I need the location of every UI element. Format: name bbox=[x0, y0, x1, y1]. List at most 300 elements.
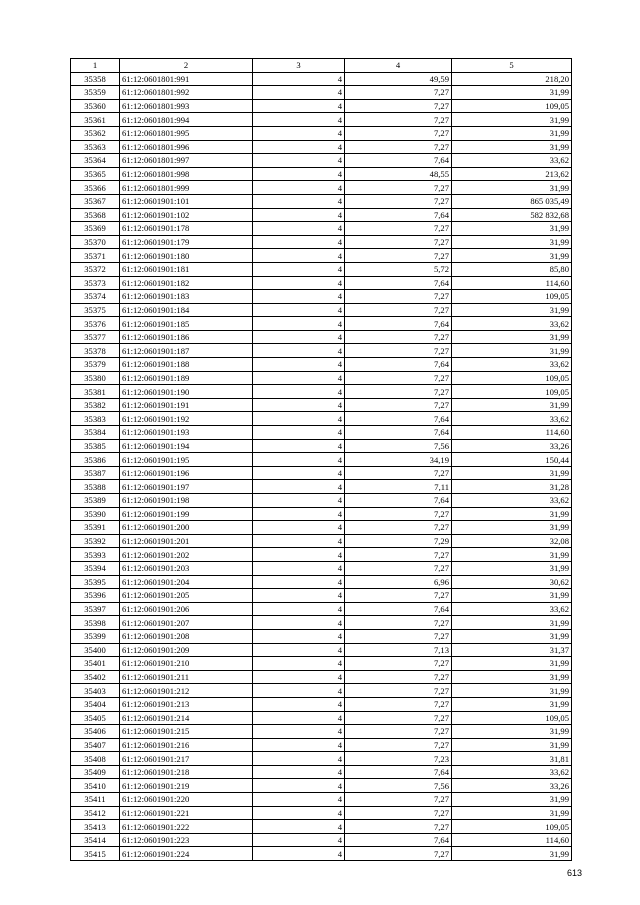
amount-value: 114,60 bbox=[452, 276, 572, 290]
cadastral-number: 61:12:0601801:994 bbox=[120, 113, 253, 127]
area-value: 7,27 bbox=[345, 235, 452, 249]
area-value: 7,27 bbox=[345, 290, 452, 304]
row-number: 35372 bbox=[71, 262, 120, 276]
category-code: 4 bbox=[253, 725, 345, 739]
row-number: 35405 bbox=[71, 711, 120, 725]
row-number: 35400 bbox=[71, 643, 120, 657]
category-code: 4 bbox=[253, 126, 345, 140]
category-code: 4 bbox=[253, 466, 345, 480]
amount-value: 31,99 bbox=[452, 670, 572, 684]
cadastral-number: 61:12:0601901:214 bbox=[120, 711, 253, 725]
cadastral-number: 61:12:0601901:102 bbox=[120, 208, 253, 222]
category-code: 4 bbox=[253, 711, 345, 725]
category-code: 4 bbox=[253, 521, 345, 535]
row-number: 35415 bbox=[71, 847, 120, 861]
cadastral-number: 61:12:0601801:997 bbox=[120, 154, 253, 168]
row-number: 35362 bbox=[71, 126, 120, 140]
table-row bbox=[71, 765, 572, 779]
cadastral-number: 61:12:0601901:208 bbox=[120, 629, 253, 643]
area-value: 7,27 bbox=[345, 629, 452, 643]
table-row bbox=[71, 806, 572, 820]
table-row bbox=[71, 521, 572, 535]
category-code: 4 bbox=[253, 534, 345, 548]
column-header: 2 bbox=[120, 59, 253, 73]
table-row bbox=[71, 385, 572, 399]
category-code: 4 bbox=[253, 507, 345, 521]
area-value: 7,27 bbox=[345, 86, 452, 100]
amount-value: 85,80 bbox=[452, 262, 572, 276]
area-value: 7,64 bbox=[345, 494, 452, 508]
row-number: 35401 bbox=[71, 657, 120, 671]
table-row bbox=[71, 670, 572, 684]
table-row bbox=[71, 779, 572, 793]
cadastral-number: 61:12:0601901:178 bbox=[120, 222, 253, 236]
category-code: 4 bbox=[253, 276, 345, 290]
table-row bbox=[71, 589, 572, 603]
amount-value: 31,99 bbox=[452, 86, 572, 100]
table-row bbox=[71, 344, 572, 358]
table-row bbox=[71, 697, 572, 711]
table-header-row bbox=[71, 59, 572, 73]
area-value: 7,64 bbox=[345, 765, 452, 779]
table-row bbox=[71, 99, 572, 113]
table-row bbox=[71, 561, 572, 575]
table-row bbox=[71, 738, 572, 752]
cadastral-number: 61:12:0601901:186 bbox=[120, 330, 253, 344]
category-code: 4 bbox=[253, 222, 345, 236]
area-value: 7,27 bbox=[345, 589, 452, 603]
category-code: 4 bbox=[253, 167, 345, 181]
table-row bbox=[71, 412, 572, 426]
row-number: 35413 bbox=[71, 820, 120, 834]
cadastral-number: 61:12:0601901:218 bbox=[120, 765, 253, 779]
category-code: 4 bbox=[253, 371, 345, 385]
amount-value: 31,99 bbox=[452, 793, 572, 807]
area-value: 7,27 bbox=[345, 140, 452, 154]
cadastral-number: 61:12:0601801:998 bbox=[120, 167, 253, 181]
table-row bbox=[71, 684, 572, 698]
row-number: 35368 bbox=[71, 208, 120, 222]
cadastral-number: 61:12:0601901:191 bbox=[120, 398, 253, 412]
area-value: 7,27 bbox=[345, 684, 452, 698]
amount-value: 31,99 bbox=[452, 697, 572, 711]
column-header: 4 bbox=[345, 59, 452, 73]
category-code: 4 bbox=[253, 589, 345, 603]
category-code: 4 bbox=[253, 548, 345, 562]
cadastral-number: 61:12:0601901:205 bbox=[120, 589, 253, 603]
row-number: 35389 bbox=[71, 494, 120, 508]
row-number: 35385 bbox=[71, 439, 120, 453]
row-number: 35379 bbox=[71, 358, 120, 372]
amount-value: 31,81 bbox=[452, 752, 572, 766]
row-number: 35376 bbox=[71, 317, 120, 331]
category-code: 4 bbox=[253, 398, 345, 412]
amount-value: 31,99 bbox=[452, 684, 572, 698]
category-code: 4 bbox=[253, 602, 345, 616]
area-value: 7,29 bbox=[345, 534, 452, 548]
row-number: 35403 bbox=[71, 684, 120, 698]
category-code: 4 bbox=[253, 779, 345, 793]
area-value: 7,64 bbox=[345, 154, 452, 168]
table-row bbox=[71, 194, 572, 208]
category-code: 4 bbox=[253, 194, 345, 208]
cadastral-number: 61:12:0601901:183 bbox=[120, 290, 253, 304]
table-row bbox=[71, 847, 572, 861]
amount-value: 31,28 bbox=[452, 480, 572, 494]
cadastral-number: 61:12:0601901:224 bbox=[120, 847, 253, 861]
amount-value: 31,99 bbox=[452, 589, 572, 603]
amount-value: 31,99 bbox=[452, 806, 572, 820]
amount-value: 31,99 bbox=[452, 235, 572, 249]
amount-value: 31,99 bbox=[452, 725, 572, 739]
table-row bbox=[71, 398, 572, 412]
category-code: 4 bbox=[253, 670, 345, 684]
row-number: 35410 bbox=[71, 779, 120, 793]
row-number: 35393 bbox=[71, 548, 120, 562]
row-number: 35367 bbox=[71, 194, 120, 208]
area-value: 7,27 bbox=[345, 398, 452, 412]
cadastral-number: 61:12:0601901:198 bbox=[120, 494, 253, 508]
table-row bbox=[71, 330, 572, 344]
area-value: 7,27 bbox=[345, 222, 452, 236]
cadastral-number: 61:12:0601901:187 bbox=[120, 344, 253, 358]
row-number: 35360 bbox=[71, 99, 120, 113]
table-row bbox=[71, 154, 572, 168]
row-number: 35404 bbox=[71, 697, 120, 711]
cadastral-number: 61:12:0601801:995 bbox=[120, 126, 253, 140]
area-value: 7,27 bbox=[345, 466, 452, 480]
row-number: 35381 bbox=[71, 385, 120, 399]
category-code: 4 bbox=[253, 847, 345, 861]
amount-value: 865 035,49 bbox=[452, 194, 572, 208]
cadastral-number: 61:12:0601901:200 bbox=[120, 521, 253, 535]
table-row bbox=[71, 249, 572, 263]
table-row bbox=[71, 575, 572, 589]
amount-value: 31,99 bbox=[452, 249, 572, 263]
amount-value: 31,99 bbox=[452, 616, 572, 630]
amount-value: 31,99 bbox=[452, 303, 572, 317]
row-number: 35398 bbox=[71, 616, 120, 630]
table-row bbox=[71, 480, 572, 494]
row-number: 35384 bbox=[71, 426, 120, 440]
row-number: 35397 bbox=[71, 602, 120, 616]
area-value: 7,27 bbox=[345, 99, 452, 113]
row-number: 35407 bbox=[71, 738, 120, 752]
area-value: 7,27 bbox=[345, 561, 452, 575]
table-row bbox=[71, 711, 572, 725]
table-row bbox=[71, 793, 572, 807]
area-value: 5,72 bbox=[345, 262, 452, 276]
amount-value: 31,37 bbox=[452, 643, 572, 657]
cadastral-number: 61:12:0601901:180 bbox=[120, 249, 253, 263]
cadastral-number: 61:12:0601901:196 bbox=[120, 466, 253, 480]
table-row bbox=[71, 208, 572, 222]
amount-value: 31,99 bbox=[452, 330, 572, 344]
category-code: 4 bbox=[253, 140, 345, 154]
area-value: 7,64 bbox=[345, 426, 452, 440]
amount-value: 31,99 bbox=[452, 561, 572, 575]
amount-value: 31,99 bbox=[452, 847, 572, 861]
row-number: 35364 bbox=[71, 154, 120, 168]
data-table bbox=[70, 58, 572, 861]
category-code: 4 bbox=[253, 154, 345, 168]
amount-value: 33,26 bbox=[452, 779, 572, 793]
category-code: 4 bbox=[253, 439, 345, 453]
amount-value: 213,62 bbox=[452, 167, 572, 181]
cadastral-number: 61:12:0601901:207 bbox=[120, 616, 253, 630]
table-row bbox=[71, 453, 572, 467]
cadastral-number: 61:12:0601901:188 bbox=[120, 358, 253, 372]
table-row bbox=[71, 371, 572, 385]
category-code: 4 bbox=[253, 262, 345, 276]
row-number: 35382 bbox=[71, 398, 120, 412]
row-number: 35406 bbox=[71, 725, 120, 739]
cadastral-number: 61:12:0601901:190 bbox=[120, 385, 253, 399]
table-body bbox=[71, 59, 572, 861]
area-value: 7,64 bbox=[345, 317, 452, 331]
row-number: 35358 bbox=[71, 72, 120, 86]
category-code: 4 bbox=[253, 330, 345, 344]
category-code: 4 bbox=[253, 358, 345, 372]
column-header: 1 bbox=[71, 59, 120, 73]
category-code: 4 bbox=[253, 657, 345, 671]
amount-value: 31,99 bbox=[452, 140, 572, 154]
area-value: 7,27 bbox=[345, 793, 452, 807]
cadastral-number: 61:12:0601901:199 bbox=[120, 507, 253, 521]
row-number: 35394 bbox=[71, 561, 120, 575]
row-number: 35387 bbox=[71, 466, 120, 480]
area-value: 7,64 bbox=[345, 208, 452, 222]
cadastral-number: 61:12:0601901:202 bbox=[120, 548, 253, 562]
cadastral-number: 61:12:0601901:192 bbox=[120, 412, 253, 426]
category-code: 4 bbox=[253, 575, 345, 589]
amount-value: 30,62 bbox=[452, 575, 572, 589]
table-row bbox=[71, 317, 572, 331]
category-code: 4 bbox=[253, 643, 345, 657]
row-number: 35402 bbox=[71, 670, 120, 684]
area-value: 7,27 bbox=[345, 181, 452, 195]
cadastral-number: 61:12:0601901:193 bbox=[120, 426, 253, 440]
area-value: 34,19 bbox=[345, 453, 452, 467]
amount-value: 31,99 bbox=[452, 126, 572, 140]
area-value: 7,27 bbox=[345, 847, 452, 861]
cadastral-number: 61:12:0601901:217 bbox=[120, 752, 253, 766]
table-row bbox=[71, 439, 572, 453]
amount-value: 31,99 bbox=[452, 629, 572, 643]
cadastral-number: 61:12:0601901:179 bbox=[120, 235, 253, 249]
amount-value: 31,99 bbox=[452, 181, 572, 195]
category-code: 4 bbox=[253, 453, 345, 467]
amount-value: 109,05 bbox=[452, 385, 572, 399]
area-value: 6,96 bbox=[345, 575, 452, 589]
area-value: 7,27 bbox=[345, 548, 452, 562]
table-row bbox=[71, 290, 572, 304]
category-code: 4 bbox=[253, 793, 345, 807]
table-row bbox=[71, 534, 572, 548]
cadastral-number: 61:12:0601901:219 bbox=[120, 779, 253, 793]
area-value: 7,27 bbox=[345, 738, 452, 752]
cadastral-number: 61:12:0601901:181 bbox=[120, 262, 253, 276]
cadastral-number: 61:12:0601901:220 bbox=[120, 793, 253, 807]
amount-value: 33,62 bbox=[452, 154, 572, 168]
category-code: 4 bbox=[253, 697, 345, 711]
amount-value: 33,26 bbox=[452, 439, 572, 453]
column-header: 3 bbox=[253, 59, 345, 73]
page-number: 613 bbox=[566, 868, 582, 878]
row-number: 35374 bbox=[71, 290, 120, 304]
amount-value: 109,05 bbox=[452, 820, 572, 834]
cadastral-number: 61:12:0601901:184 bbox=[120, 303, 253, 317]
category-code: 4 bbox=[253, 99, 345, 113]
row-number: 35366 bbox=[71, 181, 120, 195]
cadastral-number: 61:12:0601901:189 bbox=[120, 371, 253, 385]
area-value: 7,27 bbox=[345, 194, 452, 208]
area-value: 7,27 bbox=[345, 507, 452, 521]
table-row bbox=[71, 833, 572, 847]
amount-value: 109,05 bbox=[452, 711, 572, 725]
cadastral-number: 61:12:0601901:209 bbox=[120, 643, 253, 657]
category-code: 4 bbox=[253, 616, 345, 630]
cadastral-number: 61:12:0601901:195 bbox=[120, 453, 253, 467]
category-code: 4 bbox=[253, 344, 345, 358]
amount-value: 218,20 bbox=[452, 72, 572, 86]
column-header: 5 bbox=[452, 59, 572, 73]
amount-value: 33,62 bbox=[452, 358, 572, 372]
amount-value: 109,05 bbox=[452, 371, 572, 385]
amount-value: 114,60 bbox=[452, 833, 572, 847]
area-value: 7,27 bbox=[345, 113, 452, 127]
area-value: 7,27 bbox=[345, 303, 452, 317]
row-number: 35399 bbox=[71, 629, 120, 643]
area-value: 48,55 bbox=[345, 167, 452, 181]
row-number: 35412 bbox=[71, 806, 120, 820]
amount-value: 33,62 bbox=[452, 317, 572, 331]
area-value: 7,27 bbox=[345, 806, 452, 820]
row-number: 35365 bbox=[71, 167, 120, 181]
table-row bbox=[71, 820, 572, 834]
cadastral-number: 61:12:0601901:212 bbox=[120, 684, 253, 698]
amount-value: 150,44 bbox=[452, 453, 572, 467]
cadastral-number: 61:12:0601901:185 bbox=[120, 317, 253, 331]
area-value: 7,27 bbox=[345, 616, 452, 630]
table-row bbox=[71, 303, 572, 317]
row-number: 35375 bbox=[71, 303, 120, 317]
cadastral-number: 61:12:0601801:996 bbox=[120, 140, 253, 154]
area-value: 7,27 bbox=[345, 521, 452, 535]
category-code: 4 bbox=[253, 765, 345, 779]
category-code: 4 bbox=[253, 72, 345, 86]
area-value: 7,11 bbox=[345, 480, 452, 494]
cadastral-number: 61:12:0601901:101 bbox=[120, 194, 253, 208]
amount-value: 31,99 bbox=[452, 521, 572, 535]
cadastral-number: 61:12:0601901:221 bbox=[120, 806, 253, 820]
table-row bbox=[71, 657, 572, 671]
area-value: 7,64 bbox=[345, 602, 452, 616]
category-code: 4 bbox=[253, 426, 345, 440]
table-row bbox=[71, 262, 572, 276]
table-row bbox=[71, 72, 572, 86]
table-row bbox=[71, 494, 572, 508]
area-value: 7,27 bbox=[345, 385, 452, 399]
table-row bbox=[71, 426, 572, 440]
table-row bbox=[71, 616, 572, 630]
cadastral-number: 61:12:0601901:213 bbox=[120, 697, 253, 711]
amount-value: 31,99 bbox=[452, 507, 572, 521]
area-value: 7,64 bbox=[345, 833, 452, 847]
table-row bbox=[71, 181, 572, 195]
row-number: 35378 bbox=[71, 344, 120, 358]
cadastral-number: 61:12:0601901:182 bbox=[120, 276, 253, 290]
table-row bbox=[71, 725, 572, 739]
area-value: 7,27 bbox=[345, 371, 452, 385]
area-value: 7,27 bbox=[345, 344, 452, 358]
amount-value: 33,62 bbox=[452, 765, 572, 779]
category-code: 4 bbox=[253, 181, 345, 195]
cadastral-number: 61:12:0601801:993 bbox=[120, 99, 253, 113]
cadastral-number: 61:12:0601901:197 bbox=[120, 480, 253, 494]
area-value: 7,64 bbox=[345, 276, 452, 290]
amount-value: 31,99 bbox=[452, 222, 572, 236]
row-number: 35377 bbox=[71, 330, 120, 344]
cadastral-number: 61:12:0601901:206 bbox=[120, 602, 253, 616]
area-value: 7,27 bbox=[345, 670, 452, 684]
amount-value: 33,62 bbox=[452, 412, 572, 426]
table-row bbox=[71, 167, 572, 181]
row-number: 35373 bbox=[71, 276, 120, 290]
area-value: 7,64 bbox=[345, 412, 452, 426]
table-row bbox=[71, 235, 572, 249]
category-code: 4 bbox=[253, 738, 345, 752]
cadastral-number: 61:12:0601901:194 bbox=[120, 439, 253, 453]
cadastral-number: 61:12:0601801:992 bbox=[120, 86, 253, 100]
table-row bbox=[71, 507, 572, 521]
row-number: 35391 bbox=[71, 521, 120, 535]
category-code: 4 bbox=[253, 208, 345, 222]
area-value: 49,59 bbox=[345, 72, 452, 86]
area-value: 7,64 bbox=[345, 358, 452, 372]
area-value: 7,56 bbox=[345, 439, 452, 453]
category-code: 4 bbox=[253, 86, 345, 100]
area-value: 7,27 bbox=[345, 820, 452, 834]
amount-value: 109,05 bbox=[452, 290, 572, 304]
category-code: 4 bbox=[253, 249, 345, 263]
row-number: 35396 bbox=[71, 589, 120, 603]
amount-value: 31,99 bbox=[452, 344, 572, 358]
row-number: 35411 bbox=[71, 793, 120, 807]
cadastral-number: 61:12:0601901:203 bbox=[120, 561, 253, 575]
category-code: 4 bbox=[253, 290, 345, 304]
amount-value: 582 832,68 bbox=[452, 208, 572, 222]
row-number: 35409 bbox=[71, 765, 120, 779]
category-code: 4 bbox=[253, 235, 345, 249]
row-number: 35392 bbox=[71, 534, 120, 548]
category-code: 4 bbox=[253, 385, 345, 399]
row-number: 35363 bbox=[71, 140, 120, 154]
row-number: 35361 bbox=[71, 113, 120, 127]
category-code: 4 bbox=[253, 412, 345, 426]
row-number: 35395 bbox=[71, 575, 120, 589]
row-number: 35390 bbox=[71, 507, 120, 521]
category-code: 4 bbox=[253, 561, 345, 575]
table-row bbox=[71, 140, 572, 154]
table-row bbox=[71, 276, 572, 290]
category-code: 4 bbox=[253, 752, 345, 766]
table-row bbox=[71, 113, 572, 127]
row-number: 35414 bbox=[71, 833, 120, 847]
amount-value: 31,99 bbox=[452, 657, 572, 671]
category-code: 4 bbox=[253, 806, 345, 820]
table-row bbox=[71, 629, 572, 643]
